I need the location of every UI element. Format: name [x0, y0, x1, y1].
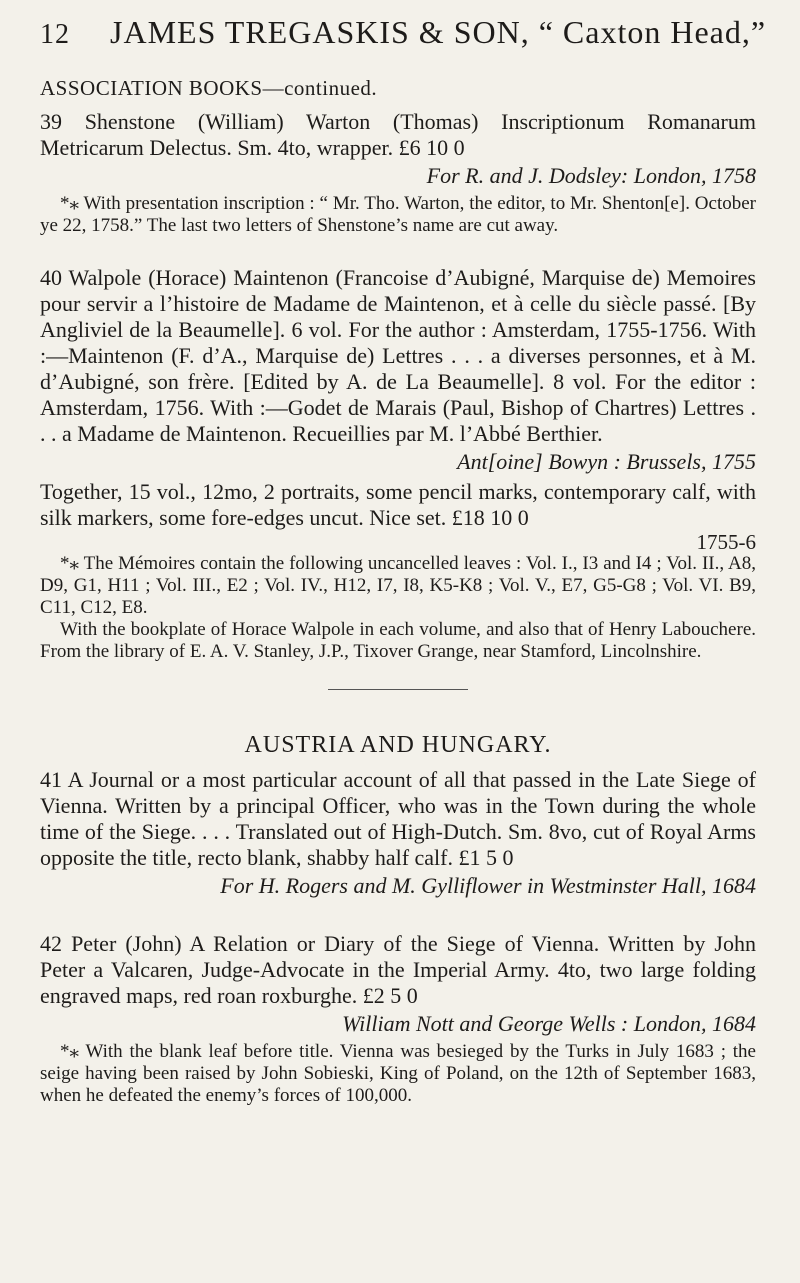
- entry-39: [40, 109, 756, 237]
- entry-body: 40 Walpole (Horace) Maintenon (Francoise d’Aubigné, Marquise de) Memoires pour servir a l’histoire de Madame de Maintenon, et à celle du siècle passé. [By Angliviel de la Beaumelle]. 6 vol. For the author : Amsterdam, 1755-1756. With :—Maintenon (F. d’A., Marquise de) Lettres . . . a diverses personnes, et à M. d’Aubigné, son frère. [Edited by A. de La Beaumelle]. 8 vol. For the editor : Amsterdam, 1756. With :—Godet de Marais (Paul, Bishop of Chartres) Lettres . . . a Madame de Maintenon. Recueillies par M. l’Abbé Berthier.: [40, 265, 756, 446]
- entry-body: 41 A Journal or a most particular account of all that passed in the Late Siege of Vienna. Written by a principal Officer, who was in the Town during the whole time of the Siege. . . . Translated out of High-Dutch. Sm. 8vo, cut of Royal Arms opposite the title, recto blank, shabby half calf. £1 5 0: [40, 767, 756, 870]
- entry-note: *⁎ With the blank leaf before title. Vienna was besieged by the Turks in July 1683 ; the seige having been raised by John Sobieski, King of Poland, on the 12th of September 1683, when he defeated the enemy’s forces of 100,000.: [40, 1041, 756, 1106]
- entry-imprint: For H. Rogers and M. Gylliflower in Westminster Hall, 1684: [220, 873, 756, 898]
- entry-description: Together, 15 vol., 12mo, 2 portraits, some pencil marks, contemporary calf, with silk markers, some fore-edges uncut. Nice set. £18 10 0: [40, 479, 756, 530]
- entry-42: [40, 931, 756, 1107]
- entry-imprint: Ant[oine] Bowyn : Brussels, 1755: [457, 449, 756, 474]
- entry-date: 1755-6: [696, 530, 756, 554]
- section-divider: [328, 689, 468, 690]
- entry-note: *⁎ With presentation inscription : “ Mr. Tho. Warton, the editor, to Mr. Shenton[e]. October ye 22, 1758.” The last two letters of Shenstone’s name are cut away.: [40, 193, 756, 236]
- section-label: ASSOCIATION BOOKS—continued.: [40, 76, 378, 100]
- entry-body: 42 Peter (John) A Relation or Diary of the Siege of Vienna. Written by John Peter a Valcaren, Judge-Advocate in the Imperial Army. 4to, two large folding engraved maps, red roan roxburghe. £2 5 0: [40, 931, 756, 1008]
- entry-imprint: William Nott and George Wells : London, 1684: [342, 1011, 756, 1036]
- entry-41: [40, 767, 756, 899]
- entry-imprint: For R. and J. Dodsley: London, 1758: [426, 163, 756, 188]
- entry-note: *⁎ The Mémoires contain the following uncancelled leaves : Vol. I., I3 and I4 ; Vol. II., A8, D9, G1, H11 ; Vol. III., E2 ; Vol. IV., H12, I7, I8, K5-K8 ; Vol. V., E7, G5-G8 ; Vol. VI. B9, C11, C12, E8.: [40, 553, 756, 618]
- running-title: JAMES TREGASKIS & SON, “ Caxton Head,”: [110, 14, 767, 50]
- section-heading: AUSTRIA AND HUNGARY.: [244, 732, 552, 758]
- entry-provenance-note: With the bookplate of Horace Walpole in each volume, and also that of Henry Labouchere. From the library of E. A. V. Stanley, J.P., Tixover Grange, near Stamford, Lincolnshire.: [40, 619, 756, 662]
- entry-40: [40, 265, 756, 663]
- page-number: 12: [40, 19, 70, 50]
- running-header: [40, 14, 790, 51]
- entry-body: 39 Shenstone (William) Warton (Thomas) Inscriptionum Romanarum Metricarum Delectus. Sm. 4to, wrapper. £6 10 0: [40, 109, 756, 160]
- page-content: [40, 76, 756, 1107]
